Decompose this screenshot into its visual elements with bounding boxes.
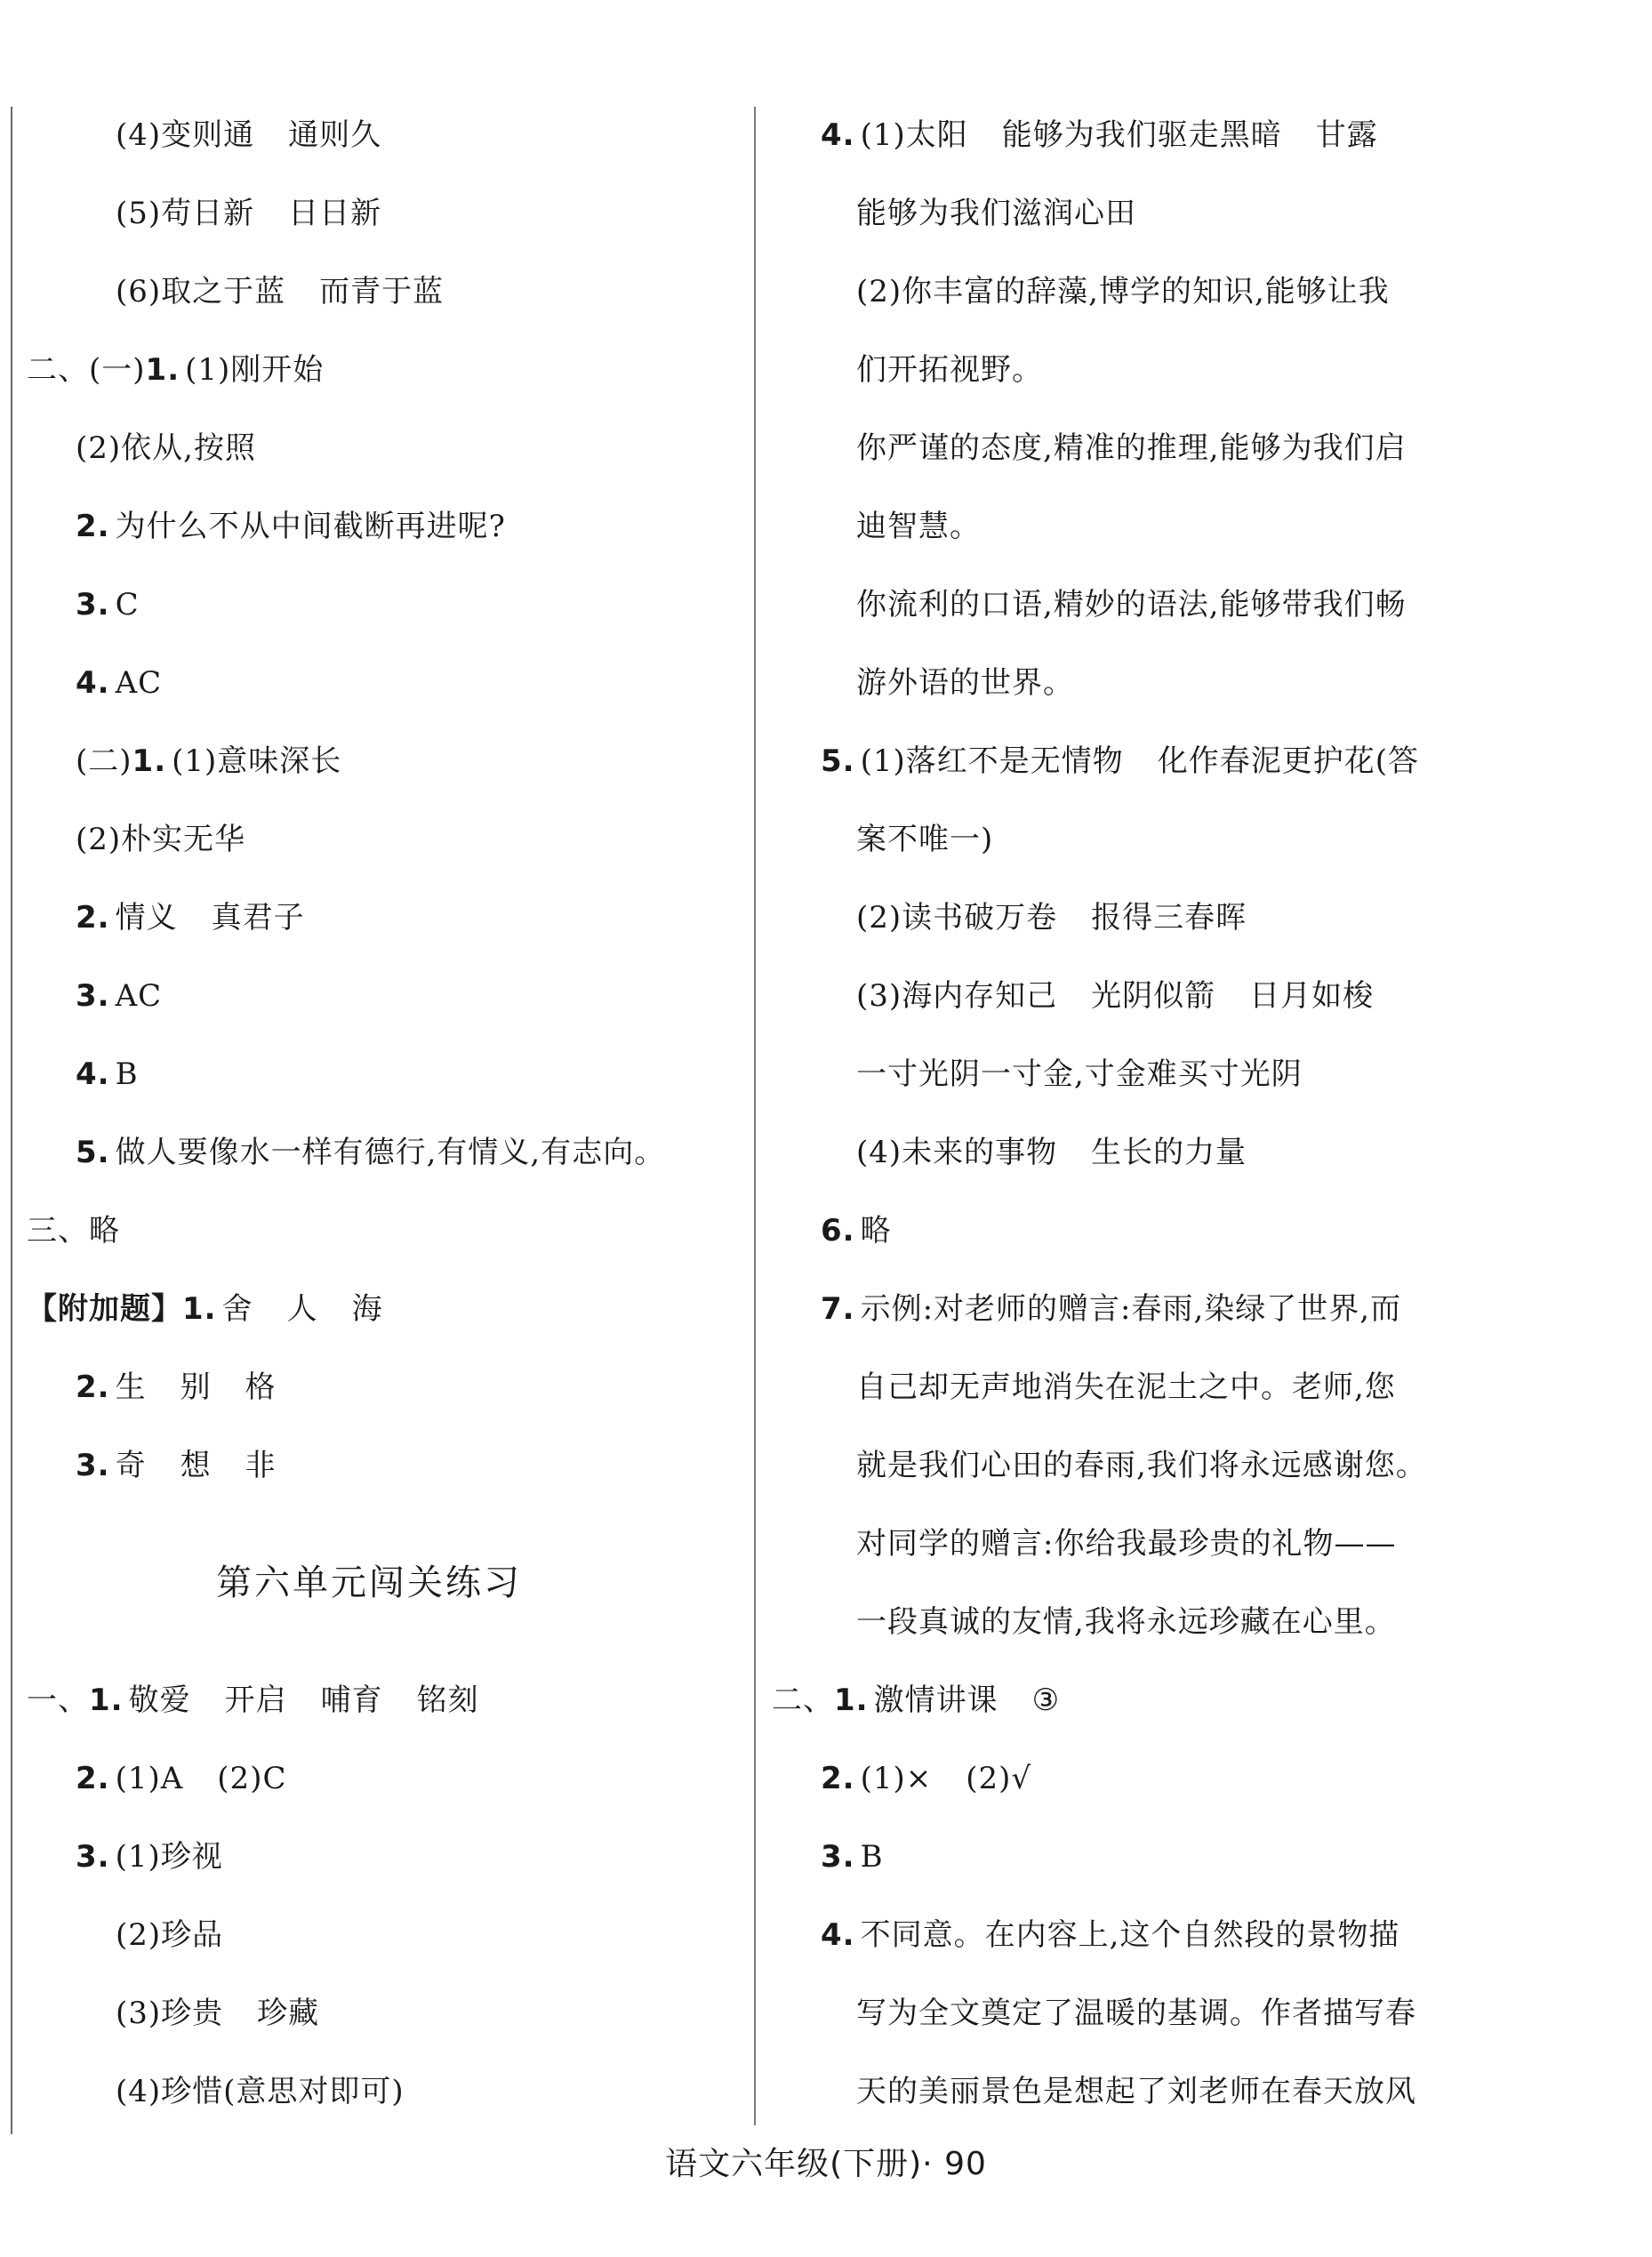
answer-text: (1)×	[860, 1761, 933, 1796]
answer-text: 光阴似箭	[1091, 978, 1216, 1014]
answer-text: 们开拓视野。	[856, 352, 1043, 388]
answer-line	[772, 96, 1501, 174]
section-title: 第六单元闯关练习	[216, 1562, 522, 1603]
question-number: 3.	[821, 1839, 855, 1875]
column-divider	[754, 107, 756, 2125]
answer-text: 你流利的口语,精妙的语法,能够带我们畅	[856, 587, 1407, 622]
answer-line	[772, 1035, 1501, 1113]
question-number: 2.	[76, 509, 110, 544]
section-prefix: 二、(一)	[27, 352, 146, 388]
answer-text: 日日新	[288, 196, 382, 231]
answer-text: (1)落红不是无情物	[860, 743, 1124, 779]
question-number: 7.	[821, 1291, 855, 1327]
answer-text: (3)珍贵	[116, 1996, 224, 2031]
answer-text: 想	[180, 1448, 212, 1483]
answer-line	[772, 879, 1501, 957]
question-number: 4.	[76, 665, 110, 701]
answer-text: 自己却无声地消失在泥土之中。老师,您	[856, 1369, 1396, 1405]
answer-text: (5)苟日新	[116, 196, 255, 231]
answer-text: 一寸光阴一寸金,寸金难买寸光阴	[856, 1056, 1303, 1092]
question-number: 2.	[76, 1761, 110, 1796]
answer-text: 真君子	[211, 900, 305, 936]
answer-line	[27, 1348, 738, 1426]
section-prefix: 一、	[27, 1683, 89, 1718]
answer-text: 格	[245, 1369, 277, 1405]
question-number: 3.	[76, 978, 110, 1014]
question-number: 5.	[76, 1135, 110, 1170]
answer-text: B	[860, 1839, 884, 1875]
answer-text: 生长的力量	[1091, 1135, 1247, 1170]
answer-line	[27, 331, 738, 409]
answer-line	[27, 879, 738, 957]
answer-text: 化作春泥更护花(答	[1157, 743, 1420, 779]
answer-text: 天的美丽景色是想起了刘老师在春天放风	[856, 2074, 1416, 2109]
answer-text: ③	[1031, 1683, 1061, 1718]
answer-text: (4)未来的事物	[856, 1135, 1058, 1170]
answer-line	[27, 1896, 738, 1974]
answer-line	[772, 1426, 1501, 1505]
question-number: 4.	[76, 1056, 110, 1092]
answer-text: 写为全文奠定了温暖的基调。作者描写春	[856, 1996, 1416, 2031]
answer-line	[27, 800, 738, 879]
answer-line	[772, 957, 1501, 1035]
page-footer: 语文六年级(下册)· 90	[665, 2146, 987, 2182]
answer-line	[27, 566, 738, 644]
answer-line	[27, 253, 738, 331]
answer-text: (2)C	[217, 1761, 287, 1796]
answer-text: 激情讲课	[873, 1683, 998, 1718]
answer-line	[772, 1974, 1501, 2052]
answer-line	[772, 1192, 1501, 1270]
answer-line	[772, 174, 1501, 253]
question-number: 4.	[821, 117, 855, 153]
answer-text: 人	[286, 1291, 318, 1327]
answer-line	[27, 1035, 738, 1113]
answer-text: 珍藏	[257, 1996, 320, 2031]
answer-text: (2)珍品	[116, 1917, 224, 1953]
answer-line	[772, 644, 1501, 722]
answer-text: C	[115, 587, 140, 622]
answer-text: 做人要像水一样有德行,有情义,有志向。	[115, 1135, 666, 1170]
section-prefix: (二)	[76, 743, 132, 779]
answer-text: 示例:对老师的赠言:春雨,染绿了世界,而	[860, 1291, 1402, 1327]
answer-line	[772, 1270, 1501, 1348]
question-number: 4.	[821, 1917, 855, 1953]
answer-line	[27, 644, 738, 722]
bonus-label: 【附加题】	[27, 1291, 182, 1327]
answer-text: 舍	[221, 1291, 253, 1327]
answer-text: 就是我们心田的春雨,我们将永远感谢您。	[856, 1448, 1427, 1483]
answer-text: AC	[115, 665, 163, 701]
answer-line	[772, 1113, 1501, 1192]
answer-text: 敬爱	[128, 1683, 191, 1718]
answer-text: 通则久	[288, 117, 382, 153]
answer-line	[27, 2052, 738, 2131]
answer-line	[27, 1739, 738, 1818]
answer-text: (1)刚开始	[185, 352, 325, 388]
answer-line	[772, 487, 1501, 566]
question-number: 2.	[76, 900, 110, 936]
answer-text: (1)太阳	[860, 117, 968, 153]
question-number: 5.	[821, 743, 855, 779]
answer-text: 略	[860, 1213, 892, 1249]
answer-text: 案不唯一)	[856, 822, 994, 857]
question-number: 3.	[76, 1448, 110, 1483]
answer-line	[772, 1348, 1501, 1426]
answer-text: 哺育	[320, 1683, 383, 1718]
answer-line	[772, 253, 1501, 331]
answer-line	[772, 1661, 1501, 1739]
answer-text: 对同学的赠言:你给我最珍贵的礼物——	[856, 1526, 1397, 1562]
answer-text: 你严谨的态度,精准的推理,能够为我们启	[856, 430, 1407, 466]
answer-text: 海	[351, 1291, 383, 1327]
question-number: 1.	[834, 1683, 869, 1718]
right-column	[772, 96, 1501, 2131]
answer-text: AC	[115, 978, 163, 1014]
answer-line	[772, 1583, 1501, 1661]
answer-text: 生	[115, 1369, 147, 1405]
question-number: 1.	[132, 743, 167, 779]
answer-text: (4)珍惜(意思对即可)	[116, 2074, 405, 2109]
answer-text: (3)海内存知己	[856, 978, 1058, 1014]
answer-text: (2)你丰富的辞藻,博学的知识,能够让我	[856, 274, 1390, 309]
question-number: 1.	[89, 1683, 124, 1718]
answer-line	[27, 174, 738, 253]
answer-text: 为什么不从中间截断再进呢?	[115, 509, 506, 544]
answer-text: 情义	[115, 900, 178, 936]
question-number: 2.	[76, 1369, 110, 1405]
answer-text: 能够为我们驱走黑暗	[1001, 117, 1282, 153]
question-number: 2.	[821, 1761, 855, 1796]
answer-text: 游外语的世界。	[856, 665, 1074, 701]
answer-line	[772, 2052, 1501, 2131]
answer-text: (2)朴实无华	[76, 822, 246, 857]
answer-text: (1)珍视	[115, 1839, 223, 1875]
answer-text: (2)依从,按照	[76, 430, 256, 466]
answer-text: 迪智慧。	[856, 509, 981, 544]
answer-text: B	[115, 1056, 139, 1092]
answer-line	[27, 722, 738, 800]
answer-text: (2)读书破万卷	[856, 900, 1058, 936]
answer-line	[772, 331, 1501, 409]
answer-text: 非	[245, 1448, 277, 1483]
answer-line	[27, 1426, 738, 1505]
answer-line	[27, 96, 738, 174]
answer-text: 不同意。在内容上,这个自然段的景物描	[860, 1917, 1400, 1953]
answer-text: 能够为我们滋润心田	[856, 196, 1136, 231]
answer-line	[27, 1818, 738, 1896]
answer-line	[27, 1192, 738, 1270]
answer-text: (4)变则通	[116, 117, 255, 153]
answer-line	[27, 1661, 738, 1739]
question-number: 1.	[145, 352, 180, 388]
answer-text: (1)意味深长	[172, 743, 342, 779]
question-number: 3.	[76, 587, 110, 622]
question-number: 6.	[821, 1213, 855, 1249]
answer-line	[27, 1974, 738, 2052]
answer-text: 而青于蓝	[319, 274, 445, 309]
answer-text: (2)√	[966, 1761, 1032, 1796]
answer-line	[772, 1818, 1501, 1896]
answer-line	[27, 409, 738, 487]
answer-text: 开启	[224, 1683, 287, 1718]
left-column	[27, 96, 738, 2131]
answer-line	[27, 1113, 738, 1192]
answer-text: 三、略	[27, 1213, 120, 1249]
answer-line	[772, 566, 1501, 644]
answer-line	[27, 957, 738, 1035]
answer-text: (1)A	[115, 1761, 184, 1796]
answer-text: 甘露	[1315, 117, 1378, 153]
answer-text: 奇	[115, 1448, 147, 1483]
answer-line	[772, 409, 1501, 487]
answer-text: 铭刻	[416, 1683, 479, 1718]
question-number: 1.	[182, 1291, 217, 1327]
answer-text: 别	[180, 1369, 212, 1405]
answer-line	[772, 1896, 1501, 1974]
answer-text: 日月如梭	[1249, 978, 1375, 1014]
answer-line	[27, 1270, 738, 1348]
answer-line	[772, 1739, 1501, 1818]
section-prefix: 二、	[772, 1683, 834, 1718]
answer-text: (6)取之于蓝	[116, 274, 286, 309]
answer-text: 报得三春晖	[1091, 900, 1247, 936]
answer-line	[27, 487, 738, 566]
answer-line	[772, 722, 1501, 800]
answer-text: 一段真诚的友情,我将永远珍藏在心里。	[856, 1604, 1396, 1640]
answer-line	[772, 800, 1501, 879]
answer-line	[772, 1505, 1501, 1583]
question-number: 3.	[76, 1839, 110, 1875]
page-edge-rule	[11, 107, 12, 2134]
